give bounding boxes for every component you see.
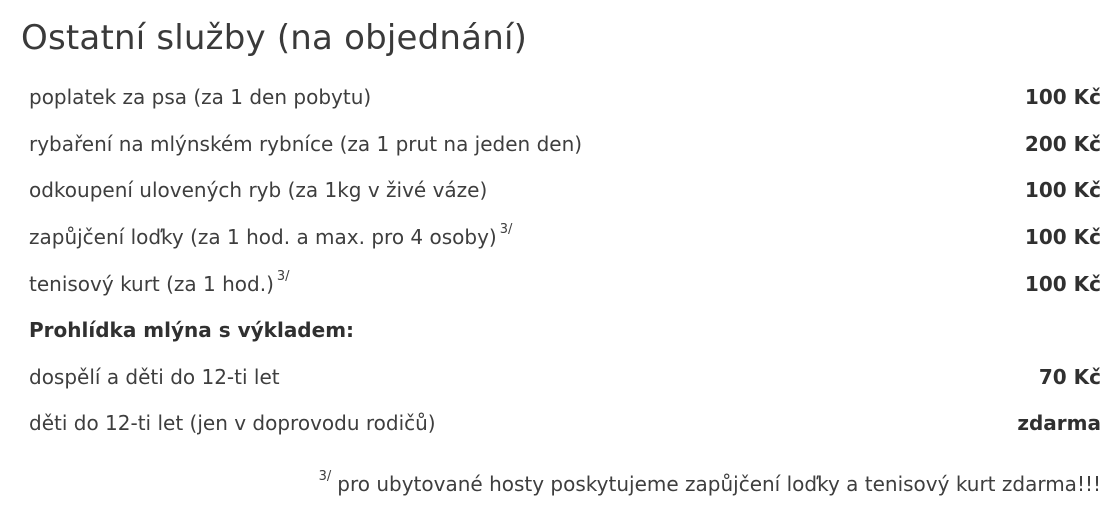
page-title: Ostatní služby (na objednání) (21, 18, 528, 58)
row-price: 100 Kč (1024, 178, 1101, 203)
footnote-text: pro ubytované hosty poskytujeme zapůjčení loďky a tenisový kurt zdarma!!! (337, 472, 1101, 496)
row-label: poplatek za psa (za 1 den pobytu) (29, 85, 372, 110)
row-price: 70 Kč (1038, 364, 1101, 389)
section-heading-mill-tour (29, 307, 1101, 354)
row-label: zapůjčení loďky (za 1 hod. a max. pro 4 osoby) $^{3/}$ (29, 222, 513, 250)
row-label: děti do 12-ti let (jen v doprovodu rodičů) (29, 411, 436, 436)
price-table (29, 74, 1101, 447)
row-label: odkoupení ulovených ryb (za 1kg v živé váze) (29, 178, 488, 203)
footnote-marker: 3/ (499, 222, 513, 238)
row-price: 100 Kč (1024, 85, 1101, 110)
price-row-tour-children (29, 400, 1101, 447)
price-row-tennis-court (29, 260, 1101, 307)
row-price: 100 Kč (1024, 271, 1101, 296)
price-row-fishing (29, 121, 1101, 168)
row-price: zdarma (1017, 411, 1101, 436)
price-row-dog-fee (29, 74, 1101, 121)
price-row-fish-purchase (29, 167, 1101, 214)
row-label: dospělí a děti do 12-ti let (29, 364, 280, 389)
footnote-marker: 3/ (276, 269, 290, 285)
footnote-marker: 3/ (318, 469, 332, 485)
price-row-tour-adults (29, 354, 1101, 401)
row-label: rybaření na mlýnském rybníce (za 1 prut na jeden den) (29, 131, 583, 156)
row-price: 200 Kč (1024, 131, 1101, 156)
price-row-boat-rental (29, 214, 1101, 261)
section-heading: Prohlídka mlýna s výkladem: (29, 318, 355, 343)
row-label: tenisový kurt (za 1 hod.) $^{3/}$ (29, 269, 290, 296)
row-price: 100 Kč (1024, 225, 1101, 250)
footnote (319, 464, 1101, 504)
